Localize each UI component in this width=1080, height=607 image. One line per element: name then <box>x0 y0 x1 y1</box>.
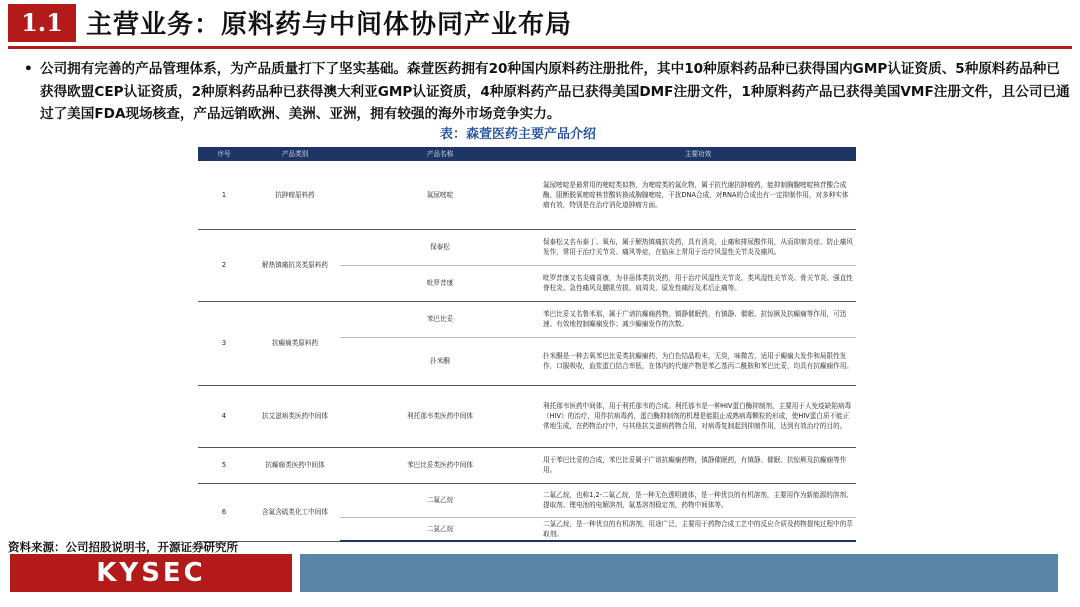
cell-effect: 二氟乙烷，也称1,2-二氟乙烷，是一种无色透明液体，是一种优良的有机溶剂，主要用作为新能源的溶剂、提取剂、锂电池的电解溶剂，氟基溶剂稳定剂，药物中间体等。 <box>540 483 856 517</box>
cell-category: 抗癫痫类原料药 <box>250 301 340 385</box>
cell-no: 5 <box>198 447 250 483</box>
table-row <box>198 229 856 265</box>
cell-category: 解热镇痛抗炎类原料药 <box>250 229 340 301</box>
cell-no: 4 <box>198 385 250 447</box>
header-effect: 主要功效 <box>540 147 856 161</box>
cell-name: 氟尿嘧啶 <box>340 161 540 229</box>
slide-number-badge: 1.1 <box>8 4 76 42</box>
cell-category: 含氟含硫类化工中间体 <box>250 483 340 541</box>
bullet-text: 公司拥有完善的产品管理体系，为产品质量打下了坚实基础。森萱医药拥有20种国内原料药注册批件，其中10种原料药品种已获得国内GMP认证资质、5种原料药品种已获得欧盟CEP认证资质，2种原料药品种已获得澳大利亚GMP认证资质，4种原料药产品已获得美国DMF注册文件，1种原料药产品已获得美国VMF注册文件，且公司已通过了美国FDA现场核查，产品远销欧洲、美洲、亚洲，拥有较强的海外市场竞争实力。 <box>40 61 1070 122</box>
cell-no: 1 <box>198 161 250 229</box>
cell-name: 二氟乙烷 <box>340 483 540 517</box>
cell-name: 吡罗昔康 <box>340 265 540 301</box>
header-category: 产品类别 <box>250 147 340 161</box>
table-row <box>198 385 856 447</box>
cell-name: 苯巴比妥类医药中间体 <box>340 447 540 483</box>
cell-no: 6 <box>198 483 250 541</box>
product-table <box>198 147 856 542</box>
cell-effect: 用于苯巴比妥的合成，苯巴比妥属于广谱抗癫痫药物，镇静催眠药，有镇静、催眠、抗惊厥及抗癫痫等作用。 <box>540 447 856 483</box>
cell-category: 抗艾滋病类医药中间体 <box>250 385 340 447</box>
bullet-paragraph <box>24 58 1070 126</box>
cell-name: 保泰松 <box>340 229 540 265</box>
table-row <box>198 483 856 517</box>
bullet-dot-icon: • <box>24 61 33 77</box>
table-header-row <box>198 147 856 161</box>
source-note: 资料来源：公司招股说明书，开源证券研究所 <box>8 540 238 554</box>
table-row <box>198 161 856 229</box>
kysec-logo: KYSEC <box>10 554 292 592</box>
cell-name: 利托那韦类医药中间体 <box>340 385 540 447</box>
cell-no: 3 <box>198 301 250 385</box>
cell-name: 扑米酮 <box>340 337 540 385</box>
cell-effect: 氟尿嘧啶是最常用的嘧啶类似物，为嘧啶类的氟化物，属于抗代谢抗肿瘤药，能抑制胸腺嘧啶核苷酸合成酶，阻断脱氧嘧啶核苷酸转换成胸腺嘧啶，干扰DNA合成，对RNA的合成也有一定抑制作用，对多种实体瘤有效，特别是在治疗消化道肿瘤方面。 <box>540 161 856 229</box>
cell-effect: 保泰松又名布泰丁、氧布，属于解热镇痛抗炎药，具有消炎、止痛和排尿酸作用，从而抑制炎症、防止痛风发作，常用于治疗关节炎、痛风等症，在临床上常用于治疗风湿性关节炎及痛风。 <box>540 229 856 265</box>
cell-no: 2 <box>198 229 250 301</box>
table-row <box>198 301 856 337</box>
footer-bar <box>300 554 1058 592</box>
slide-title: 主营业务：原料药与中间体协同产业布局 <box>86 10 573 40</box>
product-table-container <box>198 147 856 538</box>
table-caption: 表：森萱医药主要产品介绍 <box>439 127 596 142</box>
cell-effect: 苯巴比妥又名鲁米那，属于广谱抗癫痫药物，镇静催眠药，有镇静、催眠、抗惊厥及抗癫痫等作用，可迅速、有效地控制癫痫发作；减少癫痫发作的次数。 <box>540 301 856 337</box>
header-no: 序号 <box>198 147 250 161</box>
cell-category: 抗癫痫类医药中间体 <box>250 447 340 483</box>
cell-name: 苯巴比妥 <box>340 301 540 337</box>
header-name: 产品名称 <box>340 147 540 161</box>
cell-effect: 扑米酮是一种去氧苯巴比妥类抗癫痫药，为白色结晶粉末，无臭，味微苦，适用于癫痫大发作和局限性发作，口服吸收，血浆蛋白结合率低，在体内的代谢产物是苯乙基丙二酰胺和苯巴比妥，均具有抗癫痫作用。 <box>540 337 856 385</box>
cell-effect: 利托那韦医药中间体，用于利托那韦的合成。利托那韦是一种HIV蛋白酶抑制剂，主要用于人免疫缺陷病毒（HIV）的治疗，用作抗病毒药，蛋白酶抑制剂的机理是能阻止成熟病毒颗粒的形成，使HIV蛋白质不能正常地生成，在药物治疗中，与其他抗艾滋病药物合用，对病毒复制起到抑制作用，达到有效治疗的目的。 <box>540 385 856 447</box>
cell-name: 二氯乙烷 <box>340 517 540 541</box>
title-divider <box>8 46 1072 49</box>
cell-effect: 二氯乙烷，是一种优良的有机溶剂，用途广泛，主要用于药物合成工艺中的反应介质及药物提纯过程中的萃取剂。 <box>540 517 856 541</box>
cell-category: 抗肿瘤原料药 <box>250 161 340 229</box>
table-row <box>198 447 856 483</box>
cell-effect: 吡罗昔康又名炎痛喜康，为非甾体类抗炎药，用于治疗风湿性关节炎、类风湿性关节炎、骨关节炎、强直性脊柱炎、急性痛风及腰肌劳损、肩周炎、原发性痛经及术后止痛等。 <box>540 265 856 301</box>
